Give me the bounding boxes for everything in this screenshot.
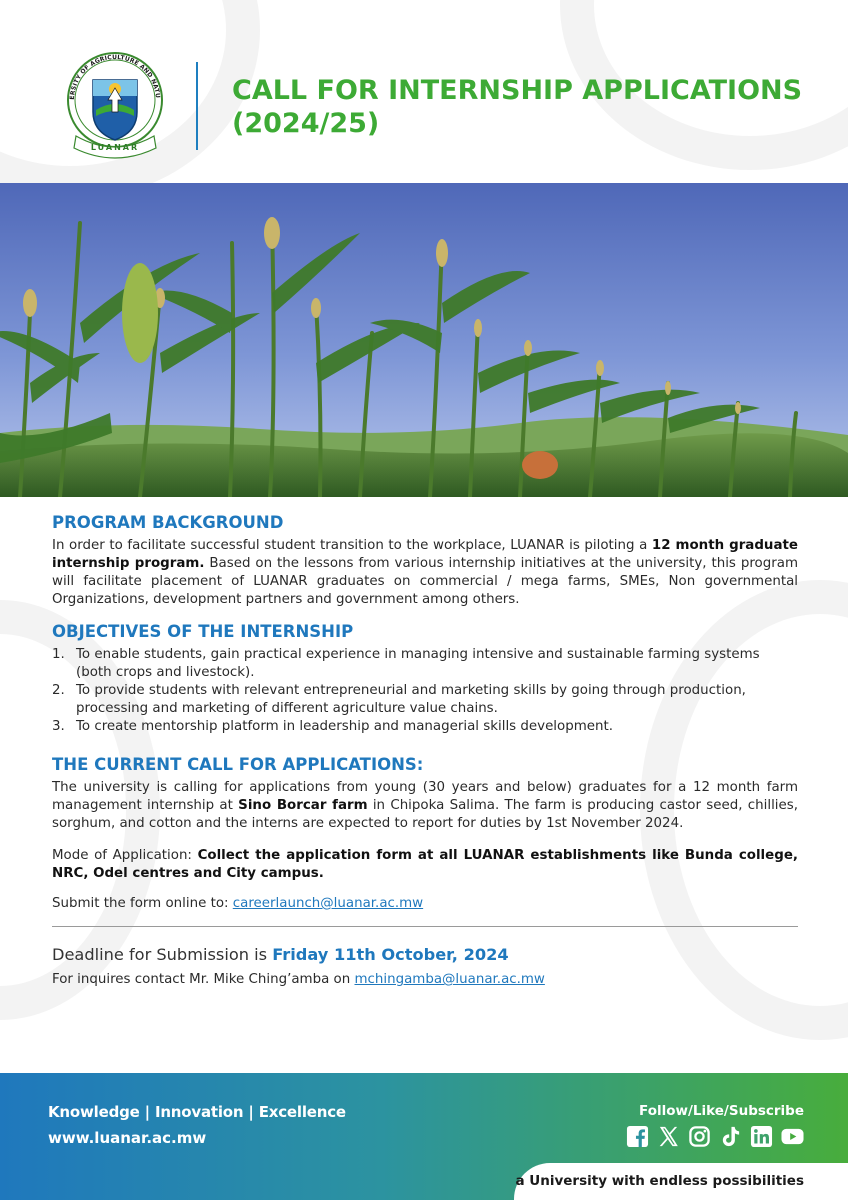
main-content [52, 512, 798, 989]
divider [52, 926, 798, 927]
hero-image [0, 183, 848, 497]
youtube-icon[interactable] [781, 1125, 804, 1148]
list-item: 3. To create mentorship platform in leadership and managerial skills development. [52, 719, 613, 734]
header-divider [196, 62, 198, 150]
objectives-list [52, 646, 798, 736]
luanar-logo[interactable] [60, 40, 170, 160]
page-title [232, 74, 812, 140]
instagram-icon[interactable] [688, 1125, 711, 1148]
program-background-section [52, 512, 798, 609]
submit-instruction: Submit the form online to: careerlaunch@luanar.ac.mw [52, 896, 424, 911]
program-background-text: In order to facilitate successful student transition to the workplace, LUANAR is piloting a 12 month graduate internship program. Based on the lessons from various internship initiatives at the university, this program will facilitate placement of LUANAR graduates on commercial / mega farms, SMEs, Non governmental Organizations, development partners and government among others. [52, 538, 798, 607]
footer-motto: Knowledge | Innovation | Excellence [48, 1103, 346, 1121]
header [0, 0, 848, 183]
mode-of-application: Mode of Application: Collect the application form at all LUANAR establishments like Bunda college, NRC, Odel centres and City campus. [52, 848, 798, 881]
social-links [626, 1125, 804, 1148]
objectives-section [52, 621, 798, 736]
follow-label: Follow/Like/Subscribe [639, 1103, 804, 1119]
sorghum-field-photo [0, 183, 848, 497]
inquiries-contact: For inquires contact Mr. Mike Ching’amba on mchingamba@luanar.ac.mw [52, 972, 545, 987]
tagline: a University with endless possibilities [515, 1173, 804, 1189]
title-line-1: CALL FOR INTERNSHIP APPLICATIONS [232, 75, 803, 106]
current-call-text: The university is calling for applications from young (30 years and below) graduates for a 12 month farm management internship at Sino Borcar farm in Chipoka Salima. The farm is producing castor seed, chillies, sorghum, and cotton and the interns are expected to report for duties by 1st November 2024. [52, 780, 798, 831]
linkedin-icon[interactable] [750, 1125, 773, 1148]
program-background-heading: PROGRAM BACKGROUND [52, 513, 284, 532]
list-item: 1. To enable students, gain practical experience in managing intensive and sustainable farming systems (both crops and livestock). [52, 647, 760, 680]
list-item: 2. To provide students with relevant entrepreneurial and marketing skills by going through production, processing and marketing of different agriculture value chains. [52, 683, 746, 716]
current-call-section [52, 754, 798, 913]
tiktok-icon[interactable] [719, 1125, 742, 1148]
logo-ribbon-text: LUANAR [90, 143, 140, 152]
facebook-icon[interactable] [626, 1125, 649, 1148]
careerlaunch-email-link[interactable]: careerlaunch@luanar.ac.mw [232, 896, 424, 911]
current-call-heading: THE CURRENT CALL FOR APPLICATIONS: [52, 755, 424, 774]
objectives-heading: OBJECTIVES OF THE INTERNSHIP [52, 622, 354, 641]
logo-arc-text: ERSITY OF AGRICULTURE AND NATU [68, 53, 162, 100]
title-line-2: (2024/25) [232, 108, 380, 139]
x-icon[interactable] [657, 1125, 680, 1148]
footer [0, 1073, 848, 1200]
website-link[interactable]: www.luanar.ac.mw [48, 1129, 207, 1147]
deadline-date: Friday 11th October, 2024 [272, 945, 509, 964]
contact-email-link[interactable]: mchingamba@luanar.ac.mw [354, 972, 545, 987]
deadline: Deadline for Submission is Friday 11th October, 2024 [52, 945, 509, 964]
